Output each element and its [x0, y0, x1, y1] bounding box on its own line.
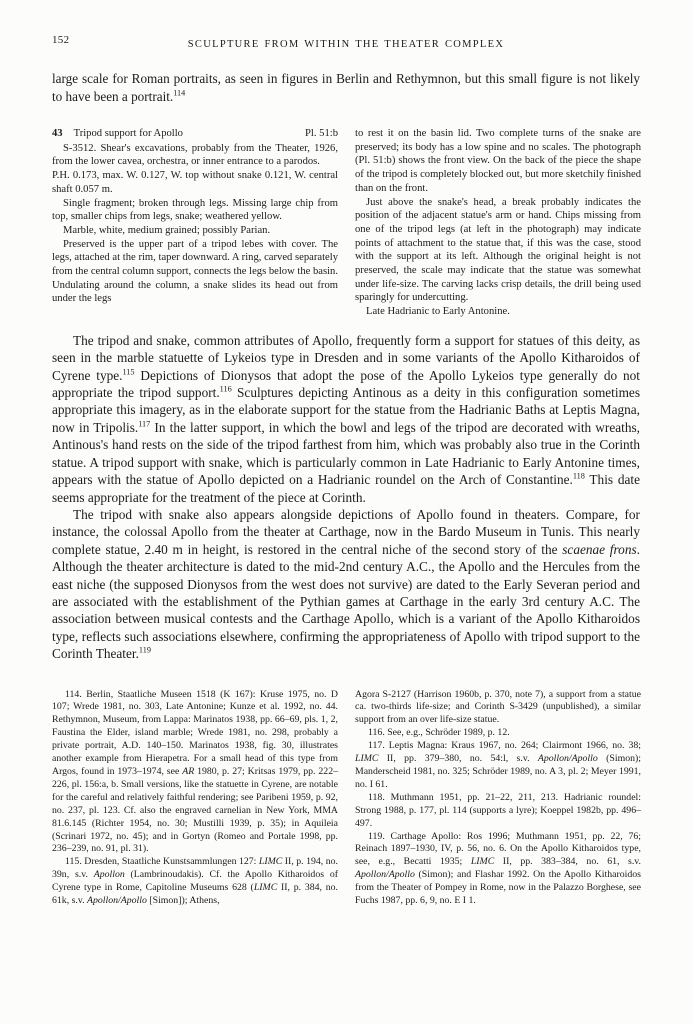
catalog-right-column [355, 127, 641, 319]
catalog-description-1: Preserved is the upper part of a tripod lebes with cover. The legs, attached at the rim, taper downward. A ring, carved separately from the central column support, connects the legs below the basin. Undulating around the column, a snake slides its head out from under the legs [52, 238, 338, 305]
catalog-title: Tripod support for Apollo [73, 128, 183, 139]
footnote-114: 114. Berlin, Staatliche Museen 1518 (K 167): Kruse 1975, no. D 107; Wrede 1981, no. 303, Late Antonine; Kunze et al. 1992, no. 44. Rethymnon, Museum, from Lappa: Marinatos 1938, pp. 66–69, pls. 1, 2, Faustina the Elder, island marble; Wrede 1981, no. 298, probably a private portrait, A.D. 140–150. Marinatos 1938, fig. 30, illustrates another example from Hierapetra. For a small head of this type from Argos, found in 1973–1974, see AR 1980, p. 27; Kritsas 1979, pp. 222–226, pl. 156:a, b. Small versions, like the statuette in Cyrene, are notable for the careful and relatively faithful rendering; see Paribeni 1959, p. 92, no. 237, pl. 123. Cf. also the engraved carnelian in New York, MMA 81.6.145 (Richter 1954, no. 30; Mustilli 1939, p. 35); in Aquileia (Scrinari 1972, no. 45); and in Gortyn (Romeo and Portale 1998, pp. 236–239, no. 91, pl. 31). [52, 688, 338, 855]
catalog-provenance: S-3512. Shear's excavations, probably from the Theater, 1926, from the lower cavea, orchestra, or inner entrance to a parodos. [52, 142, 338, 168]
footnotes-right-column [355, 689, 641, 908]
catalog-condition: Single fragment; broken through legs. Missing large chip from top, smaller chips from legs, snake; weathered yellow. [52, 197, 338, 223]
catalog-plate-reference: Pl. 51:b [305, 128, 338, 139]
footnote-115-continued: Agora S-2127 (Harrison 1960b, p. 370, note 7), a support from a statue ca. two-thirds life-size; and Corinth S-3429 (unpublished), a similar support from an over life-size statue. [355, 688, 641, 726]
catalog-material: Marble, white, medium grained; possibly Parian. [63, 224, 271, 236]
catalog-number: 43 [52, 128, 63, 139]
catalog-measurements: P.H. 0.173, max. W. 0.127, W. top without snake 0.121, W. central shaft 0.057 m. [52, 170, 338, 195]
footnotes-left-column [52, 689, 338, 908]
footnote-117: 117. Leptis Magna: Kraus 1967, no. 264; Clairmont 1966, no. 38; LIMC II, pp. 379–380, no. 54:l, s.v. Apollon/Apollo (Simon); Manderscheid 1981, no. 325; Schröder 1989, no. A 3, pl. 2; Meyer 1991, no. I 61. [355, 740, 641, 790]
intro-paragraph: large scale for Roman portraits, as seen in figures in Berlin and Rethymnon, but this small figure is not likely to have been a portrait.$^{114}$ [52, 71, 640, 104]
footnote-115: 115. Dresden, Staatliche Kunstsammlungen 127: LIMC II, p. 194, no. 39n, s.v. Apollon (Lambrinoudakis). Cf. the Apollo Kitharoidos of Cyrene type in Rome, Capitoline Museums 628 (LIMC II, p. 384, no. 61k, s.v. Apollon/Apollo [Simon]); Athens, [52, 856, 338, 907]
body-paragraph-1: The tripod and snake, common attributes of Apollo, frequently form a support for statues of this deity, as seen in the marble statuette of Lykeios type in Dresden and in some variants of the Apollo Kitharoidos of Cyrene type.$^{115}$ Depictions of Dionysos that adopt the pose of the Apollo Lykeios type generally do not appropriate the tripod support.$^{116}$ Sculptures depicting Antinous as a deity in this configuration sometimes appropriate this imagery, as in the elaborate support for the statue from the Hadrianic Baths at Leptis Magna, now in Tripolis.$^{117}$ In the latter support, in which the bowl and legs of the tripod are decorated with wreaths, Antinous's hand rests on the side of the tripod farthest from him, which was probably also true in the Corinth statue. A tripod support with snake, which is particularly common in Late Hadrianic to Early Antonine times, appears with the statue of Apollo depicted on a Hadrianic roundel on the Arch of Constantine.$^{118}$ This date seems appropriate for the treatment of the piece at Corinth. [52, 332, 640, 505]
catalog-left-column [52, 127, 338, 319]
main-text [52, 332, 640, 663]
catalog-heading [52, 127, 338, 141]
footnotes-section [52, 689, 640, 908]
catalog-dating: Late Hadrianic to Early Antonine. [366, 306, 510, 318]
catalog-description-3: Just above the snake's head, a break probably indicates the position of the adjacent statue's arm or hand. Chips missing from one of the tripod legs (at left in the photograph) may indicate points of attachment to the statue that, if this was the case, stood with the support at its left. Although the original height is not preserved, the scale may indicate that the statue was somewhat under life-size. The carving lacks crisp details, the drill being used sparingly for undercutting. [355, 196, 641, 304]
footnote-116: 116. See, e.g., Schröder 1989, p. 12. [368, 727, 510, 739]
footnote-119: 119. Carthage Apollo: Ros 1996; Muthmann 1951, pp. 22, 76; Reinach 1897–1930, IV, p. 56, no. 6. On the Apollo Kitharoidos type, see, e.g., Becatti 1935; LIMC II, pp. 383–384, no. 61, s.v. Apollon/Apollo (Simon); and Flashar 1992. On the Apollo Kitharoidos from the Theater of Pompey in Rome, now in the Palazzo Borghese, see Fuchs 1987, pp. 6, 9, no. E I 1. [355, 830, 641, 907]
catalog-entry-43 [52, 127, 640, 319]
running-head: SCULPTURE FROM WITHIN THE THEATER COMPLEX [187, 39, 505, 50]
page-header [52, 34, 640, 49]
page-number: 152 [52, 34, 70, 46]
catalog-description-2: to rest it on the basin lid. Two complete turns of the snake are preserved; its body has a low spine and no scales. The photograph (Pl. 51:b) shows the front view. On the back of the piece the shape of the tripod is completely blocked out, but more sketchily finished than on the front. [355, 128, 641, 194]
body-paragraph-2: The tripod with snake also appears alongside depictions of Apollo found in theaters. Compare, for instance, the colossal Apollo from the theater at Carthage, now in the Bardo Museum in Tunis. This nearly complete statue, 2.40 m in height, is restored in the central niche of the second story of the scaenae frons. Although the theater architecture is dated to the mid-2nd century A.C., the Apollo and the Hercules from the east niche (the supposed Dionysos from the west does not survive) are dated to the Early Severan period and are associated with the establishment of the Pythian games at Carthage in the early 3rd century A.C. The association between musical contests and the Carthage Apollo, which is a variant of the Apollo Kitharoidos type, reflects such associations elsewhere, confirming the appropriateness of Apollo with tripod support to the Corinth Theater.$^{119}$ [52, 506, 640, 662]
footnote-118: 118. Muthmann 1951, pp. 21–22, 211, 213. Hadrianic roundel: Strong 1988, p. 177, pl. 114 (supports a lyre); Koeppel 1982b, pp. 496–497. [355, 791, 641, 829]
